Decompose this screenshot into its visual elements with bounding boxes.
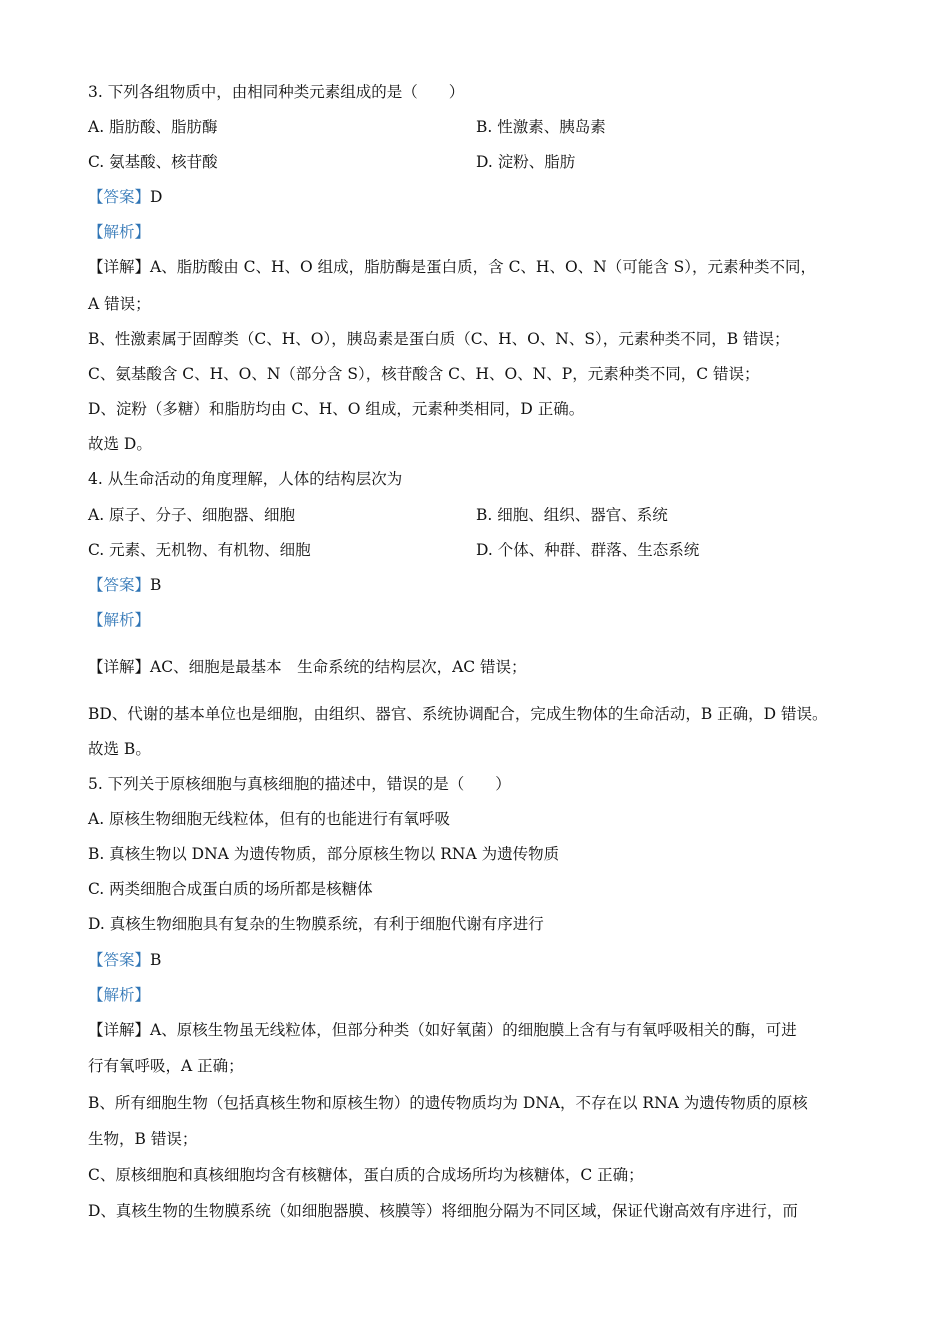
answer-tag: 【答案】: [88, 188, 151, 206]
q4-analysis-tag: 【解析】: [88, 611, 151, 629]
q3-option-b: B. 性激素、胰岛素: [476, 118, 606, 136]
q5-option-b: B. 真核生物以 DNA 为遗传物质，部分原核生物以 RNA 为遗传物质: [88, 845, 560, 863]
q4-detail-1: [88, 657, 527, 677]
q3-detail-5: D、淀粉（多糖）和脂肪均由 C、H、O 组成，元素种类相同，D 正确。: [88, 400, 585, 418]
q4-detail-2: BD、代谢的基本单位也是细胞，由组织、器官、系统协调配合，完成生物体的生命活动，B 正确，D 错误。: [88, 705, 828, 723]
q5-detail-5: C、原核细胞和真核细胞均含有核糖体，蛋白质的合成场所均为核糖体，C 正确；: [88, 1166, 644, 1184]
detail-text: AC、细胞是最基本 生命系统的结构层次，AC 错误；: [150, 658, 527, 676]
answer-value: B: [150, 576, 162, 594]
answer-value: D: [150, 188, 163, 206]
q5-detail-6: D、真核生物的生物膜系统（如细胞器膜、核膜等）将细胞分隔为不同区域，保证代谢高效有序进行，而: [88, 1202, 798, 1220]
q3-conclusion: 故选 D。: [88, 435, 152, 453]
detail-tag: 【详解】: [88, 1021, 151, 1039]
q5-option-a: A. 原核生物细胞无线粒体，但有的也能进行有氧呼吸: [88, 810, 451, 828]
q3-analysis-tag: 【解析】: [88, 223, 151, 241]
q4-stem: 4. 从生命活动的角度理解，人体的结构层次为: [88, 470, 403, 488]
detail-tag: 【详解】: [88, 658, 151, 676]
q3-detail-3: B、性激素属于固醇类（C、H、O），胰岛素是蛋白质（C、H、O、N、S），元素种类不同，B 错误；: [88, 330, 790, 348]
q3-answer: [88, 187, 162, 207]
q4-option-d: D. 个体、种群、群落、生态系统: [476, 541, 700, 559]
q5-detail-3: B、所有细胞生物（包括真核生物和原核生物）的遗传物质均为 DNA，不存在以 RNA 为遗传物质的原核: [88, 1094, 808, 1112]
answer-value: B: [150, 951, 162, 969]
q3-detail-2: A 错误；: [88, 295, 151, 313]
q5-option-c: C. 两类细胞合成蛋白质的场所都是核糖体: [88, 880, 373, 898]
q5-detail-4: 生物，B 错误；: [88, 1130, 198, 1148]
q3-option-a: A. 脂肪酸、脂肪酶: [88, 118, 218, 136]
q3-detail-4: C、氨基酸含 C、H、O、N（部分含 S），核苷酸含 C、H、O、N、P，元素种类不同，C 错误；: [88, 365, 760, 383]
q4-option-c: C. 元素、无机物、有机物、细胞: [88, 541, 311, 559]
q3-detail-1: [88, 257, 816, 277]
q4-conclusion: 故选 B。: [88, 740, 151, 758]
q5-option-d: D. 真核生物细胞具有复杂的生物膜系统，有利于细胞代谢有序进行: [88, 915, 544, 933]
detail-tag: 【详解】: [88, 258, 151, 276]
answer-tag: 【答案】: [88, 951, 151, 969]
q3-option-c: C. 氨基酸、核苷酸: [88, 153, 218, 171]
q4-answer: [88, 575, 161, 595]
detail-text: A、脂肪酸由 C、H、O 组成，脂肪酶是蛋白质，含 C、H、O、N（可能含 S），元素种类不同，: [150, 258, 817, 276]
q3-stem: 3. 下列各组物质中，由相同种类元素组成的是（ ）: [88, 83, 465, 101]
q3-option-d: D. 淀粉、脂肪: [476, 153, 576, 171]
q4-option-a: A. 原子、分子、细胞器、细胞: [88, 506, 296, 524]
q5-stem: 5. 下列关于原核细胞与真核细胞的描述中，错误的是（ ）: [88, 775, 511, 793]
answer-tag: 【答案】: [88, 576, 151, 594]
q5-answer: [88, 950, 161, 970]
q4-option-b: B. 细胞、组织、器官、系统: [476, 506, 668, 524]
q5-analysis-tag: 【解析】: [88, 986, 151, 1004]
q5-detail-2: 行有氧呼吸，A 正确；: [88, 1057, 244, 1075]
q5-detail-1: [88, 1020, 797, 1040]
detail-text: A、原核生物虽无线粒体，但部分种类（如好氧菌）的细胞膜上含有与有氧呼吸相关的酶，可进: [150, 1021, 797, 1039]
